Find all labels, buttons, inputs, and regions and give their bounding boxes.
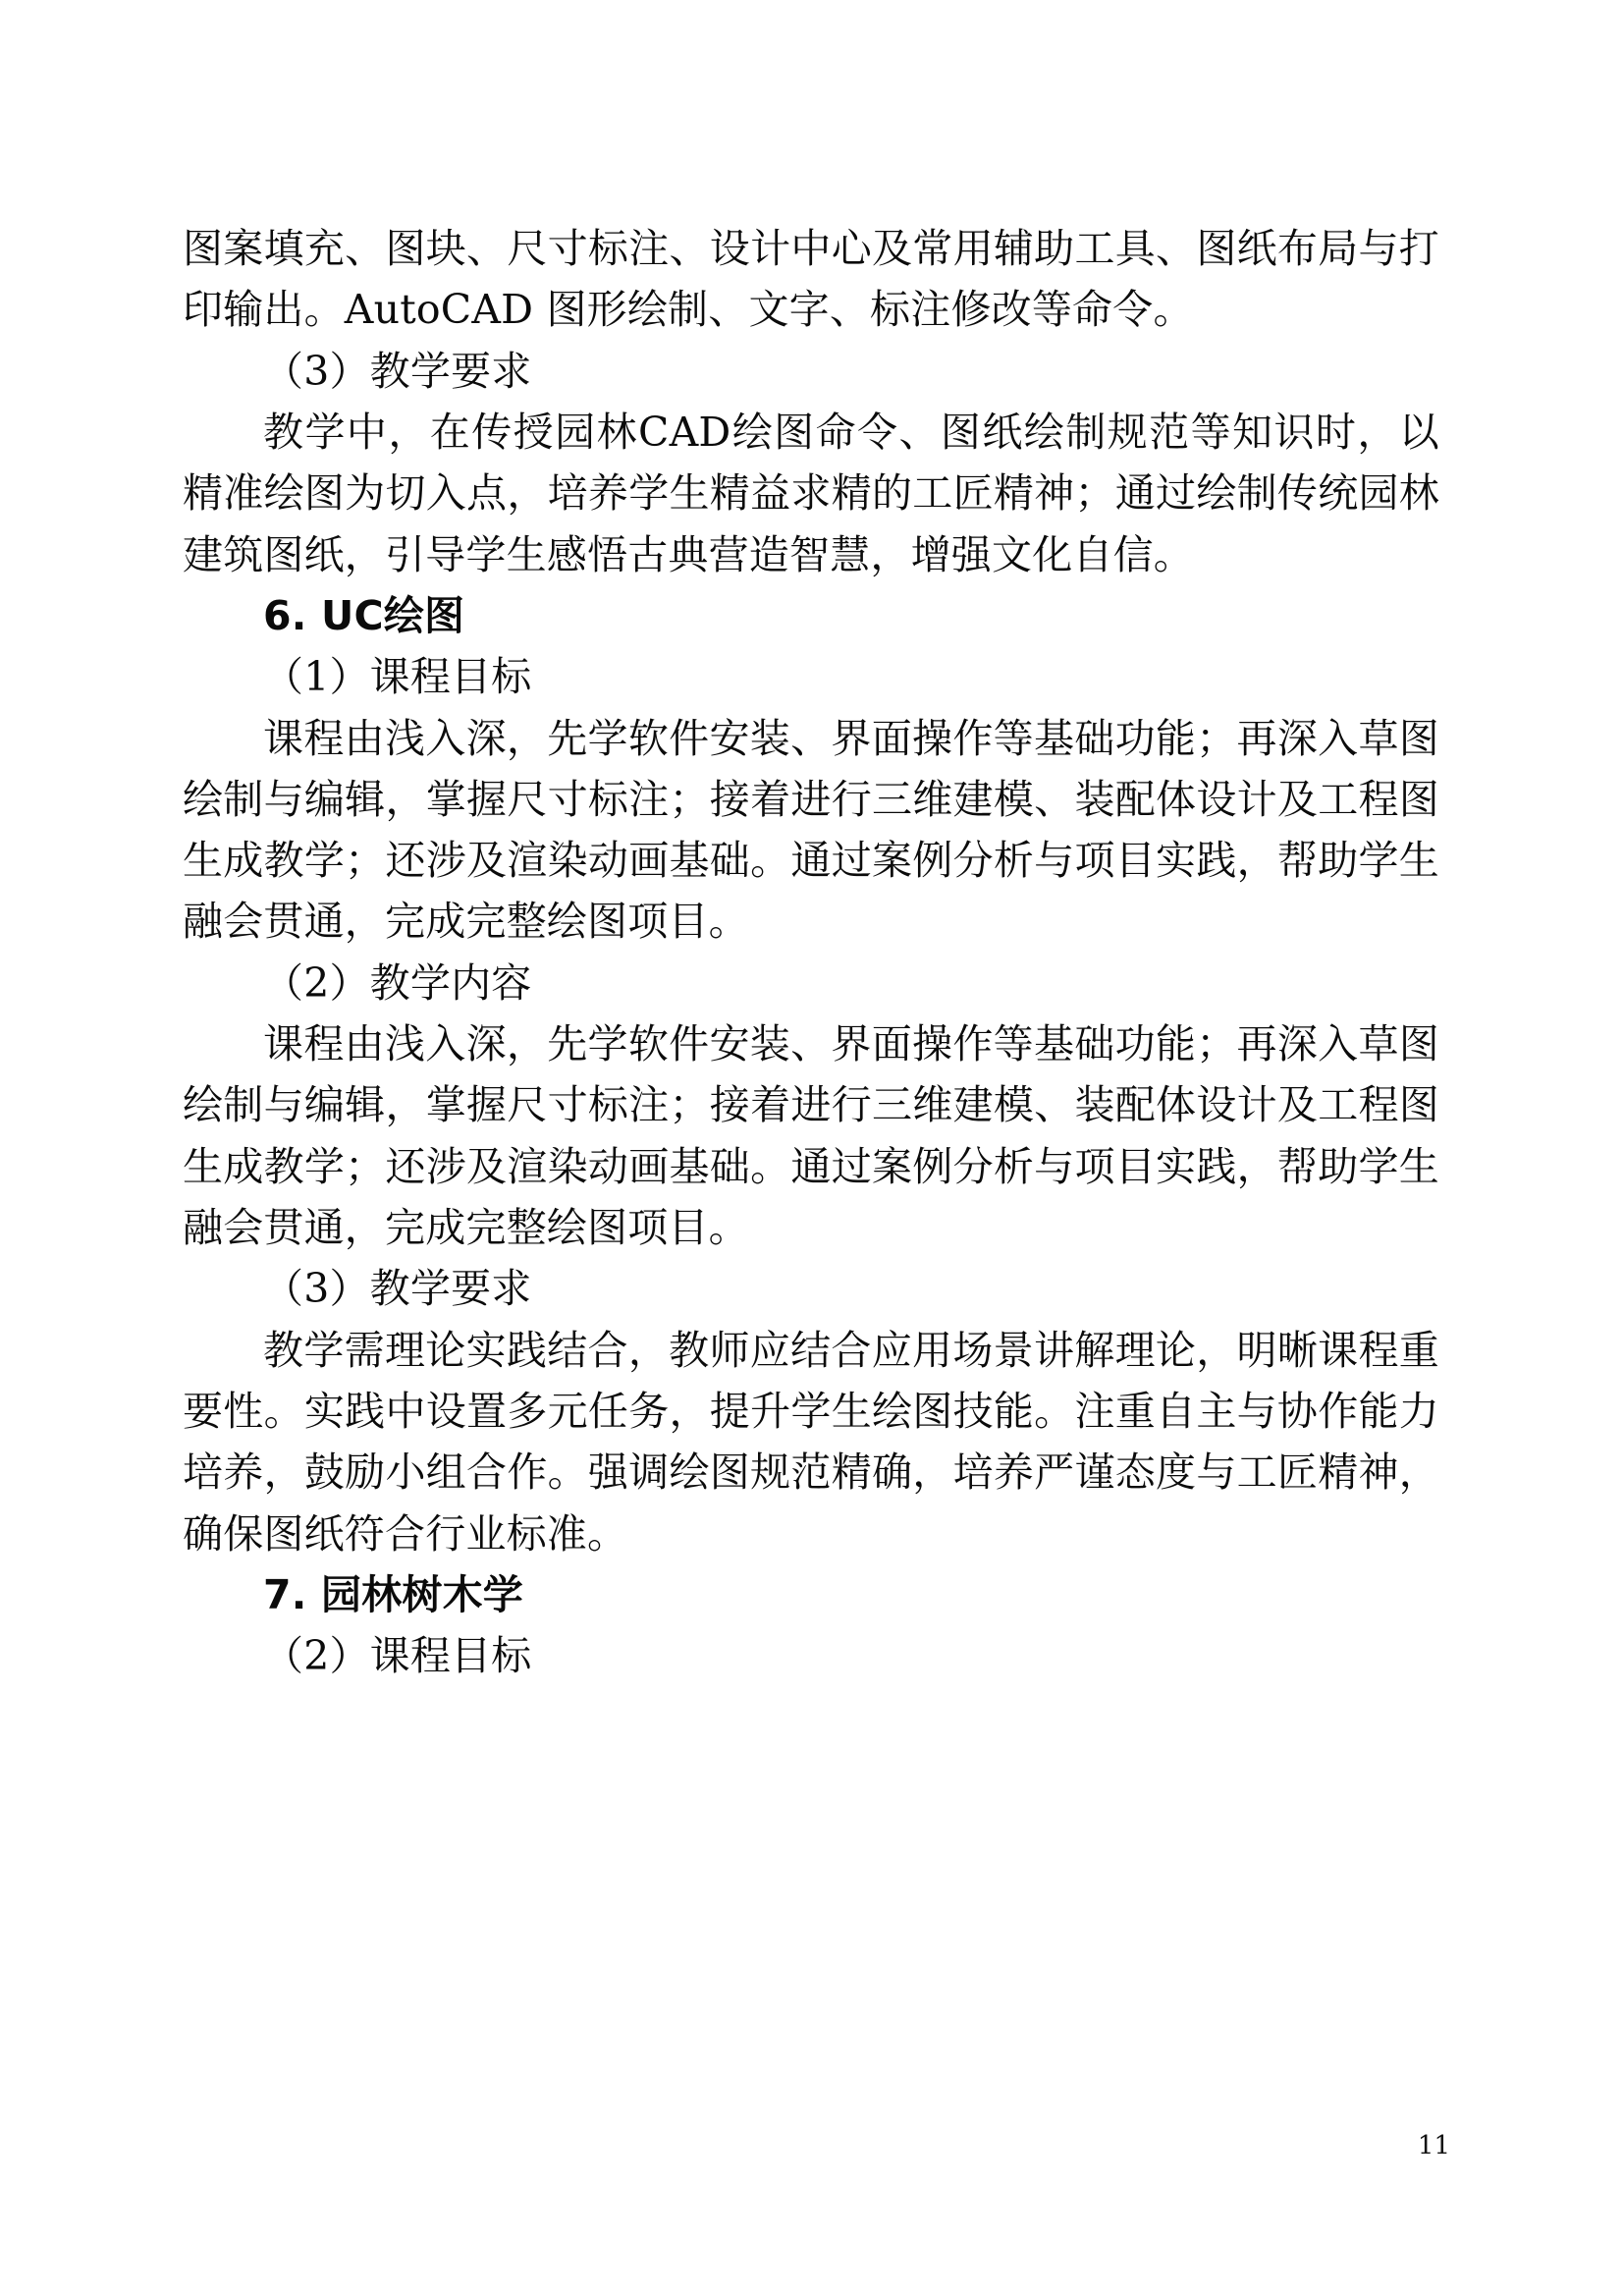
paragraph-uc-teaching-content: 课程由浅入深，先学软件安装、界面操作等基础功能；再深入草图绘制与编辑，掌握尺寸标注；接着进行三维建模、装配体设计及工程图生成教学；还涉及渲染动画基础。通过案例分析与项目实践，帮助学生融会贯通，完成完整绘图项目。: [183, 1020, 1439, 1251]
paragraph-cad-teaching-requirements: 教学中，在传授园林CAD绘图命令、图纸绘制规范等知识时，以精准绘图为切入点，培养学生精益求精的工匠精神；通过绘制传统园林建筑图纸，引导学生感悟古典营造智慧，增强文化自信。: [183, 408, 1439, 578]
page-number: 11: [1417, 2131, 1450, 2160]
sub-heading-teaching-content-uc: （2）教学内容: [263, 958, 532, 1007]
sub-heading-teaching-requirements-uc: （3）教学要求: [263, 1265, 532, 1313]
section-heading-uc-drawing: 6. UC绘图: [263, 591, 465, 639]
sub-heading-course-objectives-uc: （1）课程目标: [263, 653, 532, 701]
section-heading-landscape-dendrology: 7. 园林树木学: [263, 1570, 523, 1618]
paragraph-uc-course-objectives: 课程由浅入深，先学软件安装、界面操作等基础功能；再深入草图绘制与编辑，掌握尺寸标注；接着进行三维建模、装配体设计及工程图生成教学；还涉及渲染动画基础。通过案例分析与项目实践，帮助学生融会贯通，完成完整绘图项目。: [183, 714, 1439, 946]
sub-heading-teaching-requirements-cad: （3）教学要求: [263, 347, 532, 395]
page-content: [183, 218, 1439, 1687]
paragraph-uc-teaching-requirements: 教学需理论实践结合，教师应结合应用场景讲解理论，明晰课程重要性。实践中设置多元任务，提升学生绘图技能。注重自主与协作能力培养，鼓励小组合作。强调绘图规范精确，培养严谨态度与工匠精神，确保图纸符合行业标准。: [183, 1326, 1439, 1558]
sub-heading-course-objectives-dendrology: （2）课程目标: [263, 1632, 532, 1680]
paragraph-continued: 图案填充、图块、尺寸标注、设计中心及常用辅助工具、图纸布局与打印输出。AutoCAD 图形绘制、文字、标注修改等命令。: [183, 225, 1439, 334]
